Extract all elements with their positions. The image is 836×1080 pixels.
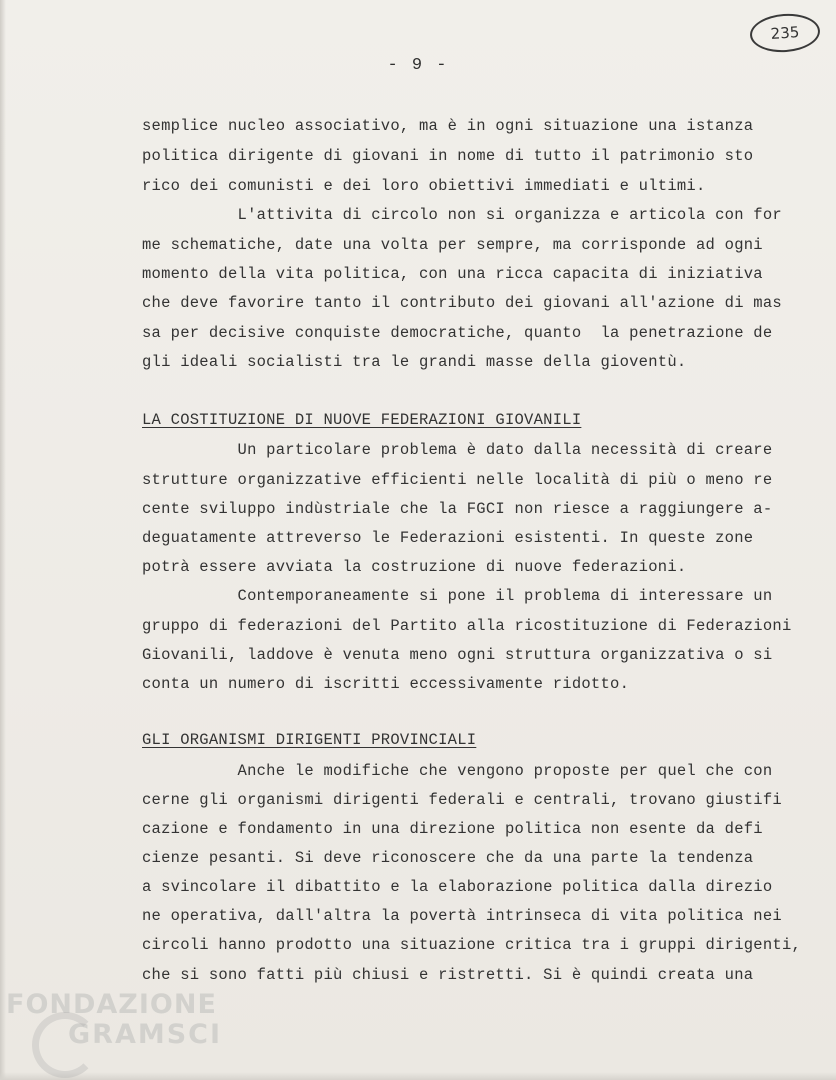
- text-line: gli ideali socialisti tra le grandi masse della gioventù.: [142, 353, 687, 371]
- stamp-number: 235: [770, 23, 800, 43]
- text-line: politica dirigente di giovani in nome di tutto il patrimonio sto: [142, 147, 754, 165]
- text-line: Giovanili, laddove è venuta meno ogni struttura organizzativa o si: [142, 646, 773, 664]
- text-line: che si sono fatti più chiusi e ristretti. Si è quindi creata una: [142, 966, 754, 984]
- text-line: gruppo di federazioni del Partito alla ricostituzione di Federazioni: [142, 617, 792, 635]
- text-line: L'attivita di circolo non si organizza e articola con for: [142, 206, 782, 224]
- text-line: che deve favorire tanto il contributo dei giovani all'azione di mas: [142, 294, 782, 312]
- fondazione-gramsci-watermark: [6, 990, 222, 1050]
- text-line: me schematiche, date una volta per sempre, ma corrisponde ad ogni: [142, 236, 763, 254]
- text-line: sa per decisive conquiste democratiche, quanto la penetrazione de: [142, 324, 773, 342]
- text-line: potrà essere avviata la costruzione di nuove federazioni.: [142, 558, 687, 576]
- text-line: Contemporaneamente si pone il problema di interessare un: [142, 587, 773, 605]
- archive-number-stamp: [749, 12, 821, 55]
- text-line: rico dei comunisti e dei loro obiettivi immediati e ultimi.: [142, 177, 706, 195]
- page-edge-shadow: [0, 0, 6, 1080]
- text-line: circoli hanno prodotto una situazione critica tra i gruppi dirigenti,: [142, 936, 802, 954]
- text-line: cente sviluppo indùstriale che la FGCI non riesce a raggiungere a-: [142, 500, 773, 518]
- text-line: Un particolare problema è dato dalla necessità di creare: [142, 441, 773, 459]
- page-number: - 9 -: [387, 56, 449, 75]
- watermark-line-1: FONDAZIONE: [6, 989, 217, 1020]
- section-heading-organismi: GLI ORGANISMI DIRIGENTI PROVINCIALI: [142, 731, 477, 749]
- text-line: a svincolare il dibattito e la elaborazione politica dalla direzio: [142, 878, 773, 896]
- text-line: ne operativa, dall'altra la povertà intrinseca di vita politica nei: [142, 907, 782, 925]
- page-bottom-shadow: [0, 1072, 836, 1080]
- section-heading-federazioni: LA COSTITUZIONE DI NUOVE FEDERAZIONI GIOVANILI: [142, 411, 582, 429]
- text-line: conta un numero di iscritti eccessivamente ridotto.: [142, 675, 630, 693]
- text-line: semplice nucleo associativo, ma è in ogni situazione una istanza: [142, 117, 754, 135]
- text-line: cerne gli organismi dirigenti federali e centrali, trovano giustifi: [142, 791, 782, 809]
- text-line: cazione e fondamento in una direzione politica non esente da defi: [142, 820, 763, 838]
- text-line: Anche le modifiche che vengono proposte per quel che con: [142, 762, 773, 780]
- text-line: cienze pesanti. Si deve riconoscere che da una parte la tendenza: [142, 849, 754, 867]
- text-line: deguatamente attreverso le Federazioni esistenti. In queste zone: [142, 529, 754, 547]
- watermark-line-2: GRAMSCI: [68, 1019, 223, 1050]
- text-line: strutture organizzative efficienti nelle località di più o meno re: [142, 471, 773, 489]
- text-line: momento della vita politica, con una ricca capacita di iniziativa: [142, 265, 763, 283]
